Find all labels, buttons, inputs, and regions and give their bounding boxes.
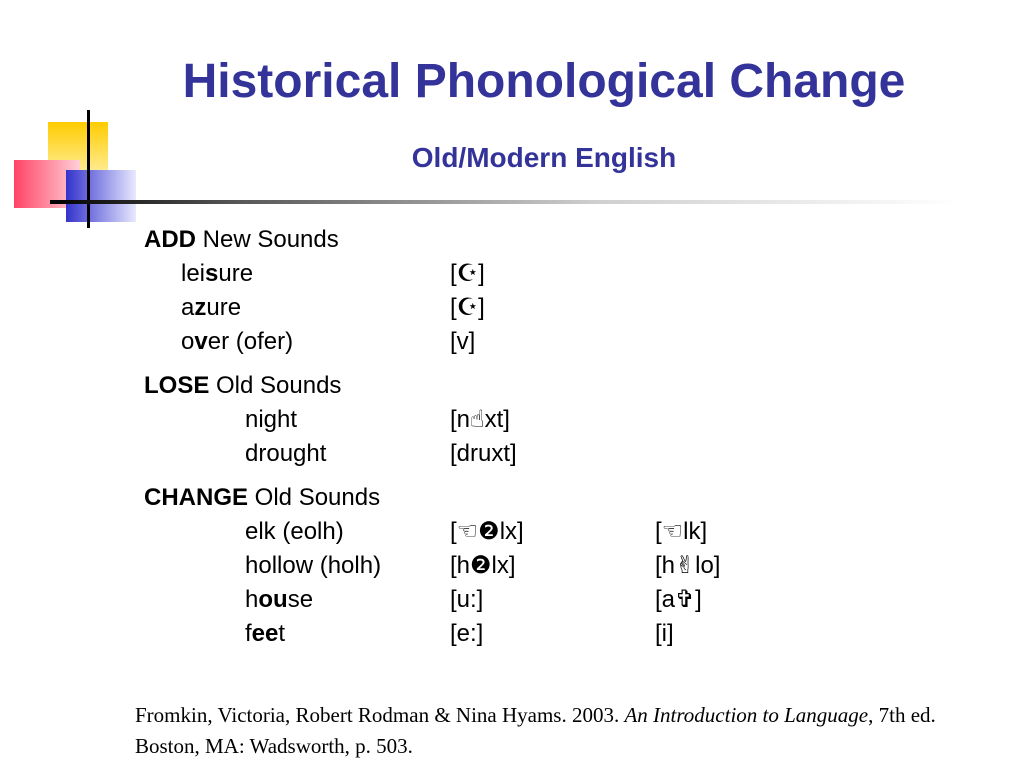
citation: Fromkin, Victoria, Robert Rodman & Nina Hyams. 2003. An Introduction to Language, 7th ed. Boston, MA: Wadsworth, p. 503.	[135, 703, 936, 758]
section-label: New Sounds	[196, 226, 339, 253]
modern-pronunciation: [☜lk]	[655, 518, 708, 545]
section-lose-heading	[144, 369, 341, 403]
old-pronunciation: [n☝xt]	[450, 406, 510, 433]
old-pronunciation: [druxt]	[450, 440, 517, 467]
modern-pronunciation: [a✞]	[655, 586, 702, 613]
section-label: Old Sounds	[248, 484, 381, 511]
example-word: over (ofer)	[181, 328, 294, 355]
example-word: hollow (holh)	[245, 552, 382, 579]
example-word: elk (eolh)	[245, 518, 344, 545]
old-pronunciation: [v]	[450, 328, 476, 355]
old-pronunciation: [u:]	[450, 586, 484, 613]
example-word: drought	[245, 440, 327, 467]
title-divider	[50, 200, 960, 204]
old-pronunciation: [☪]	[450, 294, 485, 321]
decor-blue-square	[66, 170, 136, 222]
slide-subtitle: Old/Modern English	[411, 142, 677, 173]
example-word: leisure	[181, 260, 254, 287]
section-keyword: LOSE	[144, 372, 210, 399]
old-pronunciation: [h❷lx]	[450, 552, 516, 579]
old-pronunciation: [e:]	[450, 620, 484, 647]
section-keyword: ADD	[144, 226, 196, 253]
slide-title: Historical Phonological Change	[182, 55, 906, 108]
section-change-heading	[144, 481, 380, 515]
section-add-heading	[144, 223, 339, 257]
section-keyword: CHANGE	[144, 484, 249, 511]
modern-pronunciation: [h✌lo]	[655, 552, 721, 579]
example-word: azure	[181, 294, 242, 321]
old-pronunciation: [☜❷lx]	[450, 518, 524, 545]
example-word: feet	[245, 620, 286, 647]
section-label: Old Sounds	[209, 372, 342, 399]
example-word: night	[245, 406, 298, 433]
modern-pronunciation: [i]	[655, 620, 674, 647]
example-word: house	[245, 586, 314, 613]
old-pronunciation: [☪]	[450, 260, 485, 287]
